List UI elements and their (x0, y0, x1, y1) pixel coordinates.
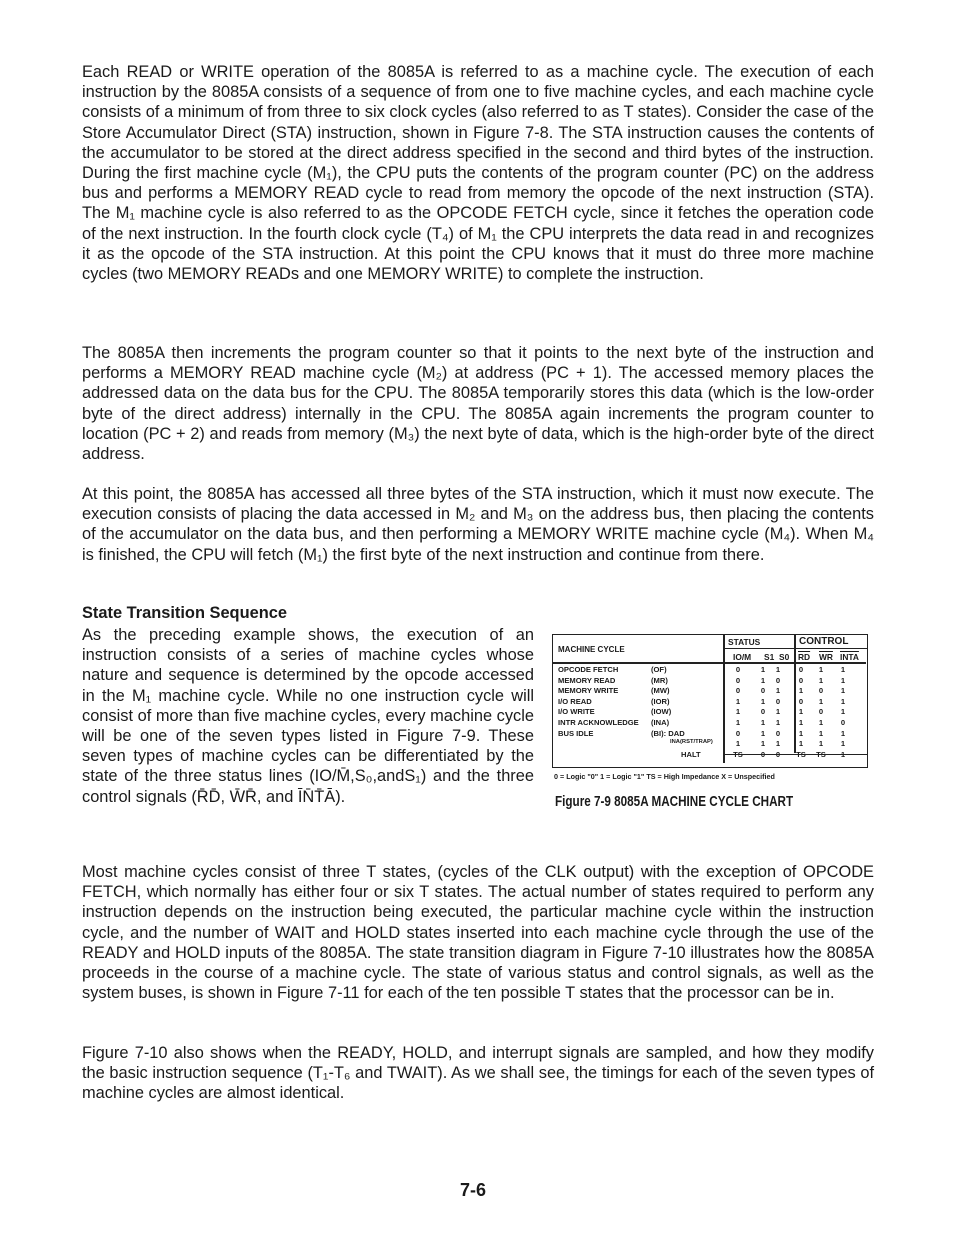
cell-value: 1 (840, 696, 846, 706)
paragraph-t-states: Most machine cycles consist of three T states, (cycles of the CLK output) with the exception of OPCODE FETCH, which normally has either four or six T states. The actual number of states required to perform any instruction depends on the instruction being executed, the particular machine cycle within the instruction cycle, and the number of WAIT and HOLD states inserted into each machine cycle through the use of the READY and HOLD inputs of the 8085A. The state transition diagram in Figure 7-10 illustrates how the 8085A proceeds in the course of a machine cycle. The state of various status and control signals, as well as the system buses, is shown in Figure 7-11 for each of the ten possible T states that the processor can be in. (82, 863, 874, 1003)
cell-value: 0 (735, 665, 741, 674)
cycle-name: MEMORY WRITE (558, 686, 619, 696)
table-row (553, 707, 866, 718)
cell-value: 0 (775, 675, 781, 685)
paragraph-machine-cycle-intro: Each READ or WRITE operation of the 8085A is referred to as a machine cycle. The execution of each instruction by the 8085A consists of a sequence of from one to five machine cycles, and each machine cycle consists of a minimum of from three to six clock cycles (also referred to as T states). Consider the case of the Store Accumulator Direct (STA) instruction, shown in Figure 7-8. The STA instruction causes the contents of the accumulator to be stored at the direct address specified in the second and third bytes of the instruction. During the first machine cycle (M₁), the CPU puts the contents of the program counter (PC) on the address bus and performs a MEMORY READ cycle to read from memory the opcode of the next instruction (STA). The M₁ machine cycle is also referred to as the OPCODE FETCH cycle, since it fetches the operation code of the next instruction. In the fourth clock cycle (T₄) of M₁ the CPU interprets the data read in and recognizes it as the opcode of the STA instruction. At this point the CPU knows that it must do three more machine cycles (two MEMORY READs and one MEMORY WRITE) to complete the instruction. (82, 63, 874, 284)
cycle-abbreviation: (BI): DAD (651, 728, 685, 738)
paragraph-state-transition: As the preceding example shows, the execution of an instruction consists of a series of machine cycles whose nature and sequence is determined by the opcode accessed in the M₁ machine cycle. While no one instruction cycle will consist of more than five machine cycles, every machine cycle will be one of the seven types listed in Figure 7-9. These seven types of machine cycles can be differentiated by the state of the three status lines (IO/M̄,S₀,andS₁) and the three control signals (R̄D̄, W̄R̄, and ĪN̄T̄Ā). (82, 626, 534, 806)
cycle-abbreviation: INA(RST/TRAP) (670, 739, 713, 746)
paragraph-figure-710: Figure 7-10 also shows when the READY, HOLD, and interrupt signals are sampled, and how they modify the basic instruction sequence (T₁-T₆ and TWAIT). As we shall see, the timings for each of the seven types of machine cycles are almost identical. (82, 1044, 874, 1103)
cell-value: 0 (798, 675, 804, 685)
cell-value: 0 (775, 728, 781, 738)
cell-value: TS (733, 749, 743, 759)
cycle-abbreviation: (IOR) (651, 696, 670, 706)
cell-value: 1 (760, 718, 766, 727)
chart-subheader-rd: $\overline{RD}$ (798, 652, 811, 662)
cell-value: 1 (818, 665, 824, 674)
cycle-abbreviation: (OF) (651, 665, 667, 674)
cell-value: 1 (735, 696, 741, 706)
cycle-name: I/O READ (558, 696, 592, 706)
cell-value: 1 (798, 728, 804, 738)
cell-value: 0 (760, 749, 766, 759)
cell-value: 1 (735, 707, 741, 717)
cell-value: 1 (775, 707, 781, 717)
cycle-name: MEMORY READ (558, 675, 616, 685)
table-row (553, 697, 866, 708)
cell-value: 1 (760, 665, 766, 674)
cell-value: 1 (798, 718, 804, 727)
table-row (553, 665, 866, 676)
cell-value: 1 (840, 686, 846, 696)
chart-subheader-wr: $\overline{WR}$ (819, 652, 833, 662)
cell-value: 1 (798, 739, 804, 749)
cell-value: 1 (775, 718, 781, 727)
cycle-abbreviation: (MR) (651, 675, 668, 685)
cell-value: 1 (760, 739, 766, 749)
page-number: 7-6 (460, 1180, 487, 1200)
figure-caption: Figure 7-9 8085A MACHINE CYCLE CHART (555, 793, 794, 810)
cycle-name: OPCODE FETCH (558, 665, 619, 674)
chart-legend: 0 = Logic "0" 1 = Logic "1" TS = High Impedance X = Unspecified (554, 772, 775, 781)
cell-value: 0 (840, 718, 846, 727)
paragraph-increment-pc: The 8085A then increments the program counter so that it points to the next byte of the instruction and performs a MEMORY READ machine cycle (M₂) at address (PC + 1). The accessed memory places the addressed data on the data bus for the CPU. The 8085A temporarily stores this data (which is the low-order byte of the direct address) internally in the CPU. The 8085A again increments the program counter to location (PC + 2) and reads from memory (M₃) the next byte of data, which is the high-order byte of the direct address. (82, 344, 874, 464)
cell-value: 1 (760, 728, 766, 738)
cell-value: 1 (760, 696, 766, 706)
chart-subheader-s0: S0 (779, 652, 790, 662)
table-row (553, 718, 866, 729)
cell-value: 0 (735, 675, 741, 685)
cell-value: 1 (818, 739, 824, 749)
cell-value: 1 (818, 718, 824, 727)
cell-value: 1 (840, 675, 846, 685)
cell-value: 1 (798, 707, 804, 717)
table-row (553, 739, 866, 750)
cell-value: 1 (818, 675, 824, 685)
cycle-abbreviation: (INA) (651, 718, 670, 727)
table-row (553, 750, 866, 761)
cell-value: 1 (840, 665, 846, 674)
chart-subheader-inta: INTA (840, 652, 859, 662)
cycle-abbreviation: (IOW) (651, 707, 672, 717)
cell-value: 1 (775, 665, 781, 674)
chart-header-status: STATUS (728, 637, 761, 647)
cell-value: 1 (818, 728, 824, 738)
chart-subheader-iom: IO/M (733, 652, 752, 662)
cell-value: 1 (840, 749, 846, 759)
machine-cycle-chart (552, 634, 868, 768)
cell-value: 0 (735, 686, 741, 696)
cell-value: TS (816, 749, 826, 759)
cycle-name: BUS IDLE (558, 728, 594, 738)
cycle-abbreviation: (MW) (651, 686, 670, 696)
cell-value: 0 (760, 707, 766, 717)
cell-value: 0 (760, 686, 766, 696)
cell-value: 1 (840, 739, 846, 749)
table-row (553, 686, 866, 697)
cell-value: 0 (798, 696, 804, 706)
chart-header-control: CONTROL (799, 636, 849, 647)
cell-value: 0 (775, 749, 781, 759)
chart-divider (553, 662, 866, 664)
cell-value: 0 (818, 707, 824, 717)
cell-value: 0 (735, 728, 741, 738)
cell-value: 1 (760, 675, 766, 685)
table-row (553, 676, 866, 687)
chart-divider (723, 648, 867, 649)
section-heading: State Transition Sequence (82, 604, 287, 622)
table-row (553, 729, 866, 740)
cell-value: 1 (818, 696, 824, 706)
cycle-name: I/O WRITE (558, 707, 595, 717)
cell-value: 1 (840, 728, 846, 738)
paragraph-execute-sta: At this point, the 8085A has accessed all three bytes of the STA instruction, which it must now execute. The execution consists of placing the data accessed in M₂ and M₃ on the address bus, then placing the contents of the accumulator on the data bus, and then performing a MEMORY WRITE machine cycle (M₄). When M₄ is finished, the CPU will fetch (M₁) the first byte of the next instruction and continue from there. (82, 485, 874, 564)
cell-value: 1 (775, 739, 781, 749)
cell-value: 1 (735, 718, 741, 727)
cell-value: 1 (775, 686, 781, 696)
cell-value: 1 (735, 739, 741, 749)
cell-value: 1 (798, 686, 804, 696)
cell-value: TS (796, 749, 806, 759)
cell-value: 0 (798, 665, 804, 674)
chart-subheader-s1: S1 (764, 652, 775, 662)
cell-value: 0 (818, 686, 824, 696)
cell-value: 0 (775, 696, 781, 706)
cycle-name: INTR ACKNOWLEDGE (558, 718, 639, 727)
cell-value: 1 (840, 707, 846, 717)
cycle-abbreviation: HALT (681, 749, 701, 759)
chart-header-machine-cycle: MACHINE CYCLE (558, 645, 625, 654)
